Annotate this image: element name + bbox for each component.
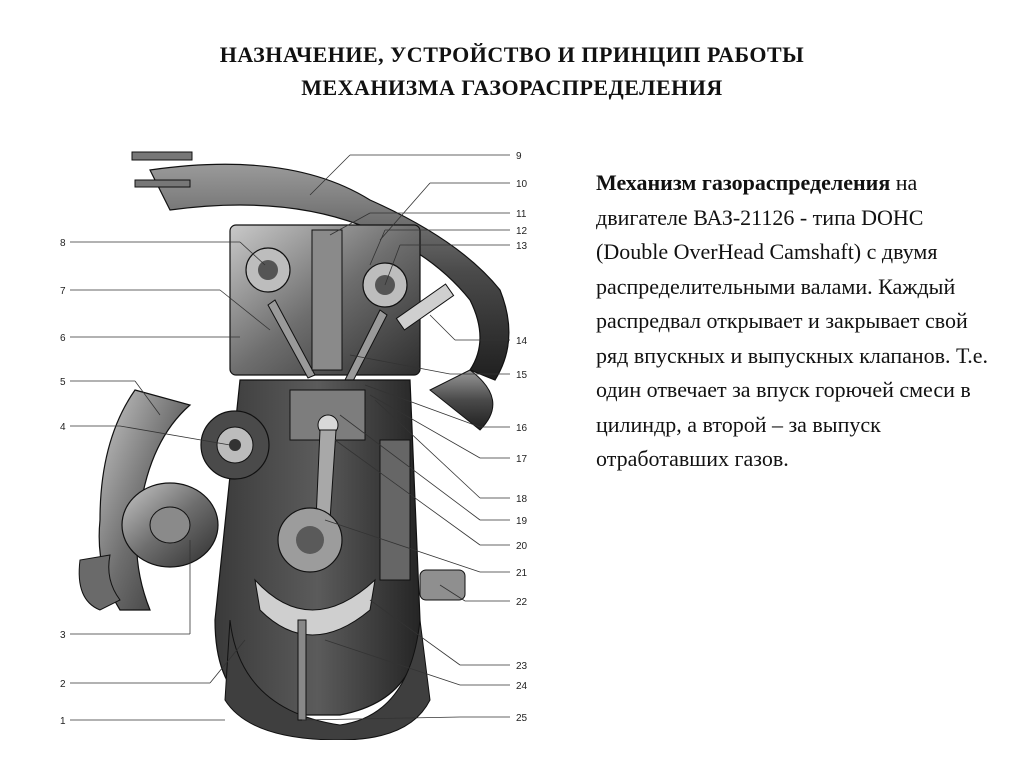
callout-10: 10: [516, 179, 528, 190]
callout-9: 9: [516, 151, 522, 162]
engine-illustration: [40, 140, 560, 740]
callout-7: 7: [60, 286, 66, 297]
callout-16: 16: [516, 423, 528, 434]
callout-19: 19: [516, 516, 528, 527]
slide-title-line-1: НАЗНАЧЕНИЕ, УСТРОЙСТВО И ПРИНЦИП РАБОТЫ: [219, 42, 805, 67]
callout-17: 17: [516, 454, 528, 465]
callout-24: 24: [516, 681, 528, 692]
slide-title: [0, 38, 1024, 104]
description-paragraph: [596, 166, 1001, 477]
callout-18: 18: [516, 494, 528, 505]
callout-14: 14: [516, 336, 528, 347]
callout-1: 1: [60, 716, 66, 727]
callout-6: 6: [60, 333, 66, 344]
callout-12: 12: [516, 226, 528, 237]
callout-2: 2: [60, 679, 66, 690]
callout-22: 22: [516, 597, 528, 608]
callout-11: 11: [516, 209, 527, 220]
slide-title-line-2: МЕХАНИЗМА ГАЗОРАСПРЕДЕЛЕНИЯ: [301, 75, 723, 100]
callout-21: 21: [516, 568, 528, 579]
callout-3: 3: [60, 630, 66, 641]
callout-15: 15: [516, 370, 528, 381]
callout-20: 20: [516, 541, 528, 552]
callout-13: 13: [516, 241, 528, 252]
engine-cutaway-figure: [40, 140, 560, 740]
description-body: на двигателе ВАЗ-21126 - типа DOHC (Double OverHead Camshaft) с двумя распределительными валами. Каждый распредвал открывает и закрывает свой ряд впускных и выпускных клапанов. Т.е. один отвечает за впуск горючей смеси в цилиндр, а второй – за выпуск отработавших газов.: [596, 170, 989, 471]
callout-5: 5: [60, 377, 66, 388]
callout-23: 23: [516, 661, 528, 672]
callout-8: 8: [60, 238, 66, 249]
description-lead: Механизм газораспределения: [596, 170, 891, 195]
callout-4: 4: [60, 422, 66, 433]
callout-25: 25: [516, 713, 528, 724]
